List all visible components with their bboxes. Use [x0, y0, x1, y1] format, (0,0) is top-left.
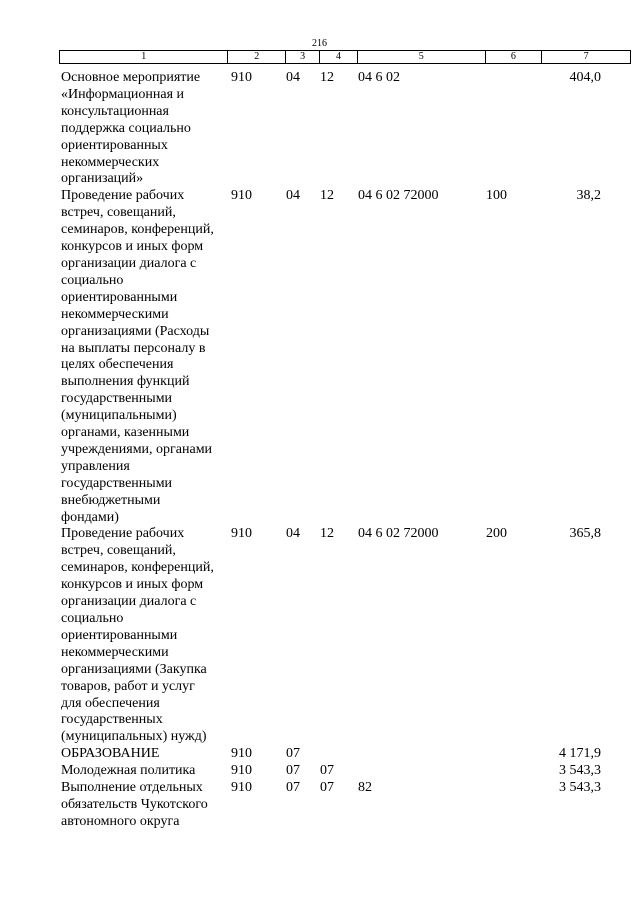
row-name-line: Выполнение отдельных — [61, 780, 203, 796]
target-code — [358, 763, 486, 780]
row-name — [59, 780, 228, 831]
amount: 3 543,3 — [559, 763, 601, 779]
row-name-line: организации диалога с — [61, 255, 197, 271]
section-code: 07 — [286, 746, 300, 762]
row-name-line: органами, казенными — [61, 425, 190, 441]
row-name-line: организациями (Закупка — [61, 661, 207, 677]
amount: 365,8 — [569, 526, 601, 542]
row-name-line: семинаров, конференций, — [61, 560, 214, 576]
row-name — [59, 746, 228, 763]
ministry-code: 910 — [231, 188, 252, 204]
row-name-line: целях обеспечения — [61, 357, 174, 373]
header-col-2: 2 — [228, 51, 286, 63]
row-name-line: товаров, работ и услуг — [61, 678, 195, 694]
expense-type-code — [486, 746, 543, 763]
row-name-line: социально — [61, 272, 124, 288]
row-name — [59, 763, 228, 780]
row-name-line: некоммерческих — [61, 154, 160, 170]
table-row — [59, 763, 631, 780]
row-name-line: ориентированных — [61, 137, 168, 153]
header-col-1: 1 — [60, 51, 228, 63]
row-name-line: (муниципальных) нужд) — [61, 729, 207, 745]
table-row — [59, 526, 631, 746]
amount: 38,2 — [576, 188, 601, 204]
section-code: 04 — [286, 188, 300, 204]
row-name-line: конкурсов и иных форм — [61, 577, 204, 593]
row-name-line: для обеспечения — [61, 695, 160, 711]
section-code: 07 — [286, 763, 300, 779]
amount: 404,0 — [569, 70, 601, 85]
header-col-4: 4 — [320, 51, 358, 63]
header-col-7: 7 — [583, 51, 589, 62]
header-col-5: 5 — [358, 51, 486, 63]
section-code: 07 — [286, 780, 300, 796]
row-name-line: Проведение рабочих — [61, 526, 185, 542]
row-name-line: некоммерческими — [61, 644, 169, 660]
row-name-line: государственными — [61, 475, 173, 491]
row-name-line: государственных — [61, 712, 163, 728]
ministry-code: 910 — [231, 526, 252, 542]
page-number: 216 — [312, 38, 327, 49]
table-row — [59, 746, 631, 763]
row-name-line: автономного округа — [61, 813, 180, 829]
target-code: 04 6 02 72000 — [358, 526, 439, 542]
table-row — [59, 780, 631, 831]
ministry-code: 910 — [231, 780, 252, 796]
row-name-line: выполнения функций — [61, 374, 190, 390]
row-name-line: государственными — [61, 391, 173, 407]
target-code: 04 6 02 72000 — [358, 188, 439, 204]
row-name-line: консультационная — [61, 103, 169, 119]
row-name-line: некоммерческими — [61, 306, 169, 322]
header-col-3: 3 — [286, 51, 320, 63]
row-name-line: конкурсов и иных форм — [61, 239, 204, 255]
row-name — [59, 526, 228, 746]
header-col-6: 6 — [486, 51, 543, 63]
row-name — [59, 70, 228, 188]
row-name-line: обязательств Чукотского — [61, 796, 208, 812]
section-code: 04 — [286, 526, 300, 542]
target-code: 04 6 02 — [358, 70, 400, 85]
ministry-code: 910 — [231, 70, 252, 85]
expense-type-code: 200 — [486, 526, 507, 542]
row-name-line: социально — [61, 611, 124, 626]
expense-type-code — [486, 763, 543, 780]
row-name — [59, 188, 228, 526]
row-name-line: организациями (Расходы — [61, 323, 210, 339]
row-name-line: «Информационная и — [61, 86, 185, 102]
row-name-line: встреч, совещаний, — [61, 205, 176, 221]
row-name-line: на выплаты персоналу в — [61, 340, 206, 356]
row-name-line: Молодежная политика — [61, 763, 196, 779]
row-name-line: учреждениями, органами — [61, 441, 213, 457]
target-code: 82 — [358, 780, 372, 796]
row-name-line: (муниципальными) — [61, 408, 177, 424]
row-name-line: поддержка социально — [61, 120, 191, 136]
expense-type-code — [486, 780, 543, 831]
subsection-code: 12 — [320, 70, 334, 85]
amount: 3 543,3 — [559, 780, 601, 796]
row-name-line: организаций» — [61, 171, 144, 187]
section-code: 04 — [286, 70, 300, 85]
expense-type-code — [486, 70, 543, 188]
table-header — [59, 50, 631, 64]
table-body — [59, 70, 631, 831]
row-name-line: Проведение рабочих — [61, 188, 185, 204]
row-name-line: управления — [61, 458, 130, 474]
amount: 4 171,9 — [559, 746, 601, 762]
row-name-line: встреч, совещаний, — [61, 543, 176, 559]
subsection-code: 12 — [320, 188, 334, 204]
target-code — [358, 746, 486, 763]
row-name-line: внебюджетными — [61, 492, 161, 508]
row-name-line: Основное мероприятие — [61, 70, 201, 85]
expense-type-code: 100 — [486, 188, 507, 204]
row-name-line: организации диалога с — [61, 594, 197, 610]
row-name-line: ориентированными — [61, 289, 178, 305]
row-name-line: семинаров, конференций, — [61, 222, 214, 238]
subsection-code: 07 — [320, 763, 334, 779]
ministry-code: 910 — [231, 746, 252, 762]
table-row — [59, 70, 631, 188]
row-name-line: ОБРАЗОВАНИЕ — [61, 746, 160, 762]
row-name-line: ориентированными — [61, 627, 178, 643]
subsection-code — [320, 746, 358, 763]
subsection-code: 12 — [320, 526, 334, 542]
table-row — [59, 188, 631, 526]
row-name-line: фондами) — [61, 509, 119, 525]
subsection-code: 07 — [320, 780, 334, 796]
ministry-code: 910 — [231, 763, 252, 779]
